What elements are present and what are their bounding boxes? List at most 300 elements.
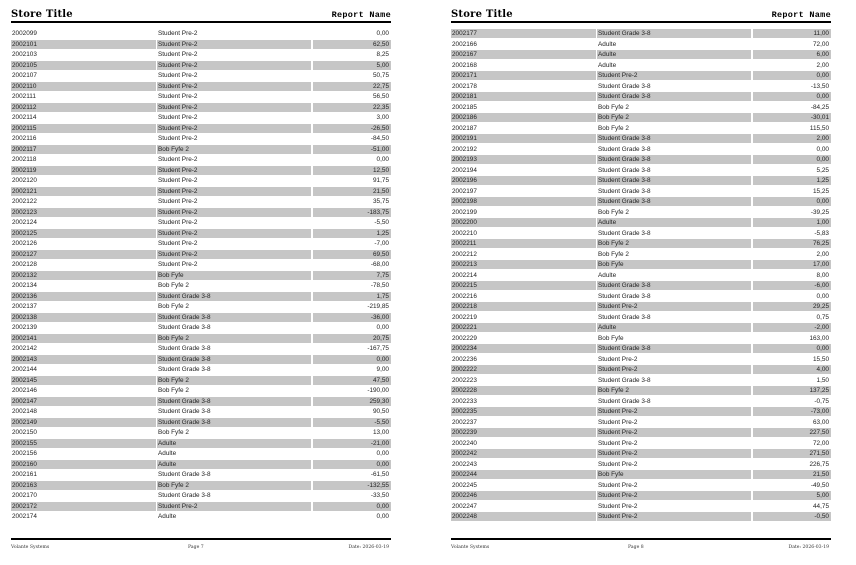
table-row xyxy=(11,92,391,103)
row-category: Bob Fyfe xyxy=(597,470,751,479)
table-row xyxy=(11,439,391,450)
row-amount: -0,50 xyxy=(753,512,831,521)
table-row xyxy=(11,512,391,523)
row-amount: 69,50 xyxy=(313,250,391,259)
row-category: Student Grade 3-8 xyxy=(157,313,311,322)
row-category: Student Pre-2 xyxy=(598,439,638,447)
row-category: Student Pre-2 xyxy=(597,512,751,521)
row-id: 2002116 xyxy=(12,135,37,142)
table-row xyxy=(451,197,831,208)
table-row xyxy=(451,40,831,51)
row-amount: 0,00 xyxy=(313,502,391,511)
row-category: Adulte xyxy=(157,439,311,448)
report-name: Report Name xyxy=(771,10,831,20)
row-amount: 29,25 xyxy=(753,302,831,311)
row-amount: 2,00 xyxy=(816,61,829,69)
page-footer xyxy=(11,538,391,550)
row-category: Student Grade 3-8 xyxy=(158,471,211,478)
row-id: 2002115 xyxy=(11,124,156,133)
row-id: 2002112 xyxy=(11,103,156,112)
table-row xyxy=(451,512,831,523)
row-category: Adulte xyxy=(597,323,751,332)
table-row xyxy=(451,355,831,366)
table-row xyxy=(11,344,391,355)
row-amount: 0,00 xyxy=(376,450,389,457)
table-row xyxy=(451,460,831,471)
table-row xyxy=(451,470,831,481)
row-amount: 0,00 xyxy=(753,155,831,164)
row-amount: 163,00 xyxy=(809,334,829,342)
row-category: Bob Fyfe 2 xyxy=(158,429,189,436)
row-amount: -68,00 xyxy=(370,261,389,268)
table-row xyxy=(451,323,831,334)
row-category: Student Grade 3-8 xyxy=(598,397,651,405)
row-id: 2002247 xyxy=(452,502,477,510)
row-id: 2002244 xyxy=(451,470,596,479)
row-category: Student Pre-2 xyxy=(157,502,311,511)
row-amount: -39,25 xyxy=(810,208,829,216)
row-amount: -30,01 xyxy=(753,113,831,122)
table-row xyxy=(11,29,391,40)
row-amount: 13,00 xyxy=(373,429,389,436)
row-id: 2002148 xyxy=(12,408,37,415)
row-amount: 0,00 xyxy=(753,71,831,80)
row-id: 2002105 xyxy=(11,61,156,70)
row-id: 2002194 xyxy=(452,166,477,174)
row-id: 2002211 xyxy=(451,239,596,248)
row-amount: 0,00 xyxy=(376,30,389,37)
row-id: 2002221 xyxy=(451,323,596,332)
table-row xyxy=(11,71,391,82)
row-id: 2002127 xyxy=(11,250,156,259)
row-category: Bob Fyfe 2 xyxy=(598,250,629,258)
row-id: 2002193 xyxy=(451,155,596,164)
table-row xyxy=(11,145,391,156)
row-amount: 72,00 xyxy=(813,40,829,48)
row-amount: 21,50 xyxy=(313,187,391,196)
page-header xyxy=(451,7,831,23)
row-amount: 7,75 xyxy=(313,271,391,280)
report-table xyxy=(11,29,391,523)
page-footer xyxy=(451,538,831,550)
row-amount: 1,50 xyxy=(816,376,829,384)
row-amount: 1,25 xyxy=(313,229,391,238)
row-id: 2002146 xyxy=(12,387,37,394)
row-id: 2002144 xyxy=(12,366,37,373)
row-id: 2002243 xyxy=(452,460,477,468)
table-row xyxy=(451,376,831,387)
row-amount: 3,00 xyxy=(376,114,389,121)
row-amount: 4,00 xyxy=(753,365,831,374)
row-amount: 63,00 xyxy=(813,418,829,426)
row-category: Student Pre-2 xyxy=(158,198,198,205)
report-name: Report Name xyxy=(331,10,391,20)
row-category: Student Pre-2 xyxy=(158,30,198,37)
row-id: 2002239 xyxy=(451,428,596,437)
row-category: Bob Fyfe 2 xyxy=(158,282,189,289)
row-category: Student Pre-2 xyxy=(597,365,751,374)
row-amount: 72,00 xyxy=(813,439,829,447)
row-amount: 22,75 xyxy=(313,82,391,91)
row-category: Adulte xyxy=(597,50,751,59)
row-id: 2002111 xyxy=(12,93,36,100)
row-amount: -0,75 xyxy=(814,397,829,405)
row-id: 2002143 xyxy=(11,355,156,364)
row-category: Student Pre-2 xyxy=(157,166,311,175)
row-category: Student Pre-2 xyxy=(157,208,311,217)
row-id: 2002134 xyxy=(12,282,37,289)
row-id: 2002214 xyxy=(452,271,477,279)
row-category: Bob Fyfe 2 xyxy=(598,124,629,132)
table-row xyxy=(11,376,391,387)
row-category: Bob Fyfe 2 xyxy=(157,481,311,490)
row-category: Adulte xyxy=(158,450,177,457)
row-category: Bob Fyfe 2 xyxy=(157,376,311,385)
row-amount: 90,50 xyxy=(373,408,389,415)
table-row xyxy=(11,502,391,513)
table-row xyxy=(11,418,391,429)
row-amount: -6,00 xyxy=(753,281,831,290)
table-row xyxy=(11,292,391,303)
table-row xyxy=(451,208,831,219)
row-amount: -84,25 xyxy=(810,103,829,111)
table-row xyxy=(11,218,391,229)
table-row xyxy=(451,260,831,271)
row-amount: 76,25 xyxy=(753,239,831,248)
row-id: 2002167 xyxy=(451,50,596,59)
row-amount: -5,50 xyxy=(374,219,389,226)
table-row xyxy=(11,187,391,198)
row-category: Bob Fyfe xyxy=(157,271,311,280)
row-amount: -73,00 xyxy=(753,407,831,416)
row-id: 2002156 xyxy=(12,450,37,457)
table-row xyxy=(451,92,831,103)
row-amount: -36,00 xyxy=(313,313,391,322)
table-row xyxy=(451,124,831,135)
row-id: 2002248 xyxy=(451,512,596,521)
row-amount: -78,50 xyxy=(370,282,389,289)
row-id: 2002240 xyxy=(452,439,477,447)
row-category: Student Pre-2 xyxy=(157,229,311,238)
row-category: Student Pre-2 xyxy=(598,460,638,468)
row-category: Adulte xyxy=(598,40,617,48)
row-id: 2002191 xyxy=(451,134,596,143)
row-id: 2002228 xyxy=(451,386,596,395)
page-header xyxy=(11,7,391,23)
row-id: 2002219 xyxy=(452,313,477,321)
row-category: Student Pre-2 xyxy=(157,103,311,112)
row-category: Student Grade 3-8 xyxy=(598,166,651,174)
footer-page-number: Page 8 xyxy=(628,545,644,550)
row-id: 2002213 xyxy=(451,260,596,269)
row-id: 2002177 xyxy=(451,29,596,38)
row-category: Student Pre-2 xyxy=(597,407,751,416)
row-id: 2002236 xyxy=(452,355,477,363)
row-id: 2002245 xyxy=(452,481,477,489)
row-category: Student Pre-2 xyxy=(598,355,638,363)
row-category: Bob Fyfe xyxy=(597,260,751,269)
row-amount: 22,35 xyxy=(313,103,391,112)
table-row xyxy=(11,113,391,124)
row-amount: 0,00 xyxy=(376,513,389,520)
table-row xyxy=(11,197,391,208)
row-amount: -21,00 xyxy=(313,439,391,448)
table-row xyxy=(451,61,831,72)
table-row xyxy=(451,302,831,313)
row-amount: 0,00 xyxy=(753,197,831,206)
row-id: 2002170 xyxy=(12,492,37,499)
row-amount: -190,00 xyxy=(367,387,389,394)
row-category: Student Pre-2 xyxy=(158,135,198,142)
row-category: Student Grade 3-8 xyxy=(598,82,651,90)
table-row xyxy=(451,365,831,376)
table-row xyxy=(11,239,391,250)
table-row xyxy=(451,176,831,187)
table-row xyxy=(11,61,391,72)
row-amount: 5,25 xyxy=(816,166,829,174)
row-id: 2002149 xyxy=(11,418,156,427)
footer-page-number: Page 7 xyxy=(188,545,204,550)
table-row xyxy=(11,407,391,418)
table-row xyxy=(11,365,391,376)
row-category: Student Grade 3-8 xyxy=(157,397,311,406)
row-id: 2002166 xyxy=(452,40,477,48)
row-category: Student Grade 3-8 xyxy=(598,313,651,321)
row-category: Bob Fyfe 2 xyxy=(157,145,311,154)
table-row xyxy=(11,271,391,282)
row-amount: -49,50 xyxy=(810,481,829,489)
row-amount: -26,50 xyxy=(313,124,391,133)
row-category: Student Pre-2 xyxy=(157,250,311,259)
row-category: Student Pre-2 xyxy=(158,261,198,268)
row-category: Adulte xyxy=(157,460,311,469)
row-amount: 9,00 xyxy=(376,366,389,373)
table-row xyxy=(451,313,831,324)
row-id: 2002215 xyxy=(451,281,596,290)
row-id: 2002181 xyxy=(451,92,596,101)
row-amount: 115,50 xyxy=(809,124,829,132)
row-amount: 226,75 xyxy=(809,460,829,468)
row-id: 2002223 xyxy=(452,376,477,384)
row-category: Student Pre-2 xyxy=(158,219,198,226)
row-category: Bob Fyfe 2 xyxy=(598,208,629,216)
row-amount: -84,50 xyxy=(370,135,389,142)
row-amount: -5,83 xyxy=(814,229,829,237)
row-id: 2002160 xyxy=(11,460,156,469)
row-id: 2002114 xyxy=(12,114,37,121)
row-id: 2002222 xyxy=(451,365,596,374)
row-id: 2002212 xyxy=(452,250,477,258)
row-category: Bob Fyfe 2 xyxy=(597,239,751,248)
row-category: Student Pre-2 xyxy=(158,156,198,163)
row-id: 2002142 xyxy=(12,345,37,352)
row-category: Student Grade 3-8 xyxy=(157,355,311,364)
row-amount: 1,25 xyxy=(753,176,831,185)
row-amount: 0,00 xyxy=(816,292,829,300)
table-row xyxy=(11,82,391,93)
table-row xyxy=(451,344,831,355)
row-id: 2002233 xyxy=(452,397,477,405)
row-amount: 5,00 xyxy=(313,61,391,70)
table-row xyxy=(11,260,391,271)
row-id: 2002199 xyxy=(452,208,477,216)
row-amount: 15,25 xyxy=(813,187,829,195)
table-row xyxy=(451,407,831,418)
table-row xyxy=(11,386,391,397)
row-amount: 6,00 xyxy=(753,50,831,59)
row-amount: 137,25 xyxy=(753,386,831,395)
row-amount: 227,50 xyxy=(753,428,831,437)
footer-date: Date: 2026-03-19 xyxy=(788,545,829,550)
row-id: 2002120 xyxy=(12,177,37,184)
row-id: 2002155 xyxy=(11,439,156,448)
row-category: Bob Fyfe 2 xyxy=(158,387,189,394)
row-amount: -2,00 xyxy=(753,323,831,332)
table-row xyxy=(11,155,391,166)
row-amount: 91,75 xyxy=(373,177,389,184)
row-category: Student Grade 3-8 xyxy=(157,418,311,427)
row-id: 2002235 xyxy=(451,407,596,416)
row-id: 2002123 xyxy=(11,208,156,217)
row-category: Student Grade 3-8 xyxy=(597,176,751,185)
row-id: 2002121 xyxy=(11,187,156,196)
row-category: Adulte xyxy=(597,218,751,227)
row-amount: 0,00 xyxy=(313,355,391,364)
table-row xyxy=(11,428,391,439)
table-row xyxy=(11,208,391,219)
row-category: Student Pre-2 xyxy=(597,491,751,500)
row-category: Student Grade 3-8 xyxy=(597,134,751,143)
table-row xyxy=(11,124,391,135)
row-id: 2002192 xyxy=(452,145,477,153)
row-amount: -61,50 xyxy=(370,471,389,478)
row-category: Student Grade 3-8 xyxy=(598,187,651,195)
row-amount: 11,00 xyxy=(753,29,831,38)
row-category: Bob Fyfe 2 xyxy=(598,103,629,111)
row-category: Student Pre-2 xyxy=(158,72,198,79)
row-category: Student Pre-2 xyxy=(158,240,198,247)
row-id: 2002141 xyxy=(11,334,156,343)
row-category: Student Grade 3-8 xyxy=(597,155,751,164)
row-category: Student Pre-2 xyxy=(158,114,198,121)
row-id: 2002138 xyxy=(11,313,156,322)
row-id: 2002103 xyxy=(12,51,37,58)
row-amount: 44,75 xyxy=(813,502,829,510)
row-amount: 12,50 xyxy=(313,166,391,175)
row-category: Student Grade 3-8 xyxy=(158,366,211,373)
row-category: Bob Fyfe 2 xyxy=(157,334,311,343)
row-category: Bob Fyfe xyxy=(598,334,624,342)
row-amount: 0,00 xyxy=(313,460,391,469)
row-id: 2002172 xyxy=(11,502,156,511)
table-row xyxy=(451,271,831,282)
row-category: Student Pre-2 xyxy=(158,93,198,100)
row-amount: 1,75 xyxy=(313,292,391,301)
row-id: 2002237 xyxy=(452,418,477,426)
row-category: Student Pre-2 xyxy=(597,71,751,80)
table-row xyxy=(451,250,831,261)
row-id: 2002139 xyxy=(12,324,37,331)
row-category: Student Pre-2 xyxy=(598,502,638,510)
table-row xyxy=(451,418,831,429)
row-id: 2002218 xyxy=(451,302,596,311)
table-row xyxy=(11,313,391,324)
row-amount: 0,75 xyxy=(816,313,829,321)
row-amount: 47,50 xyxy=(313,376,391,385)
row-category: Student Pre-2 xyxy=(598,418,638,426)
row-category: Student Pre-2 xyxy=(157,187,311,196)
row-amount: 8,00 xyxy=(816,271,829,279)
table-row xyxy=(11,134,391,145)
table-row xyxy=(11,334,391,345)
table-row xyxy=(11,176,391,187)
report-table xyxy=(451,29,831,523)
report-page-7 xyxy=(0,0,420,565)
row-id: 2002101 xyxy=(11,40,156,49)
row-id: 2002122 xyxy=(12,198,37,205)
row-id: 2002174 xyxy=(12,513,37,520)
row-id: 2002229 xyxy=(452,334,477,342)
row-category: Student Grade 3-8 xyxy=(598,145,651,153)
table-row xyxy=(451,50,831,61)
row-category: Student Grade 3-8 xyxy=(597,92,751,101)
row-amount: 15,50 xyxy=(813,355,829,363)
row-category: Student Grade 3-8 xyxy=(158,492,211,499)
table-row xyxy=(11,397,391,408)
row-amount: -33,50 xyxy=(370,492,389,499)
row-amount: 0,00 xyxy=(376,324,389,331)
row-id: 2002132 xyxy=(11,271,156,280)
table-row xyxy=(11,470,391,481)
row-category: Student Pre-2 xyxy=(597,449,751,458)
row-id: 2002117 xyxy=(11,145,156,154)
row-id: 2002147 xyxy=(11,397,156,406)
row-id: 2002242 xyxy=(451,449,596,458)
table-row xyxy=(11,481,391,492)
table-row xyxy=(451,334,831,345)
row-amount: 0,00 xyxy=(753,92,831,101)
row-category: Student Pre-2 xyxy=(158,177,198,184)
row-amount: -51,00 xyxy=(313,145,391,154)
row-category: Bob Fyfe 2 xyxy=(158,303,189,310)
table-row xyxy=(11,460,391,471)
table-row xyxy=(11,166,391,177)
row-category: Student Grade 3-8 xyxy=(157,292,311,301)
table-row xyxy=(11,323,391,334)
store-title: Store Title xyxy=(451,9,513,20)
row-id: 2002119 xyxy=(11,166,156,175)
table-row xyxy=(451,428,831,439)
row-amount: 0,00 xyxy=(816,145,829,153)
row-id: 2002234 xyxy=(451,344,596,353)
row-id: 2002107 xyxy=(12,72,37,79)
row-id: 2002128 xyxy=(12,261,37,268)
row-id: 2002137 xyxy=(12,303,37,310)
row-category: Student Pre-2 xyxy=(597,302,751,311)
table-row xyxy=(451,145,831,156)
row-id: 2002118 xyxy=(12,156,37,163)
row-category: Student Pre-2 xyxy=(598,481,638,489)
row-id: 2002185 xyxy=(452,103,477,111)
row-amount: -5,50 xyxy=(313,418,391,427)
row-amount: -13,50 xyxy=(810,82,829,90)
table-row xyxy=(11,103,391,114)
row-id: 2002196 xyxy=(451,176,596,185)
table-row xyxy=(11,281,391,292)
table-row xyxy=(451,449,831,460)
row-id: 2002198 xyxy=(451,197,596,206)
table-row xyxy=(11,302,391,313)
